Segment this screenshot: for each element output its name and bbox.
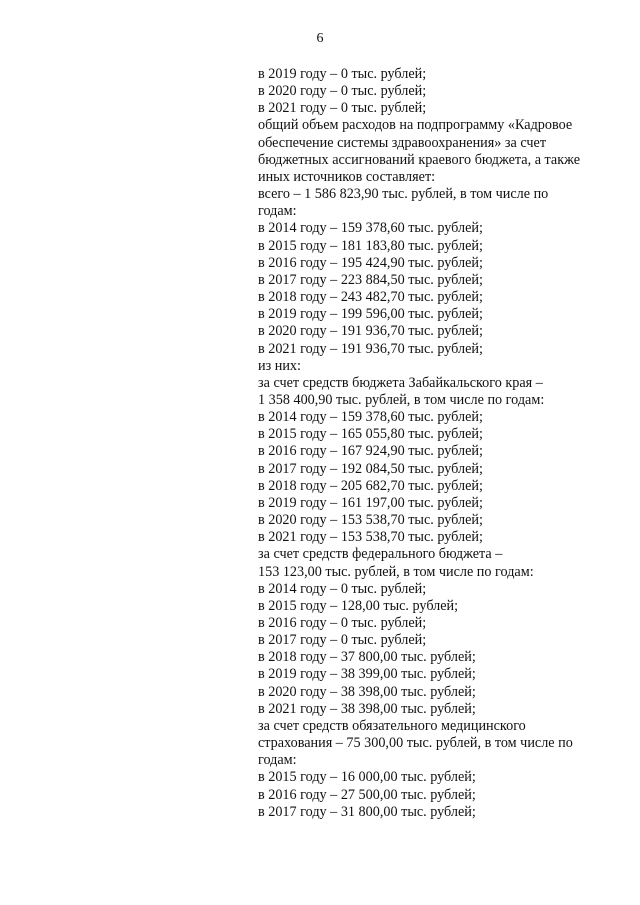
text-line: в 2020 году – 38 398,00 тыс. рублей; <box>258 683 476 700</box>
text-line: в 2016 году – 0 тыс. рублей; <box>258 615 427 631</box>
text-line: страхования – 75 300,00 тыс. рублей, в том числе по <box>258 735 573 752</box>
text-line: в 2019 году – 161 197,00 тыс. рублей; <box>258 494 483 511</box>
text-line: в 2017 году – 192 084,50 тыс. рублей; <box>258 460 483 477</box>
text-line: в 2017 году – 223 884,50 тыс. рублей; <box>258 271 483 288</box>
text-line: за счет средств обязательного медицинского <box>258 717 526 734</box>
text-line: в 2015 году – 181 183,80 тыс. рублей; <box>258 237 483 254</box>
text-line: 153 123,00 тыс. рублей, в том числе по годам: <box>258 563 534 580</box>
text-line: в 2019 году – 199 596,00 тыс. рублей; <box>258 306 483 323</box>
text-line: в 2014 году – 159 378,60 тыс. рублей; <box>258 409 483 426</box>
text-line: годам: <box>258 203 297 220</box>
text-line: в 2021 году – 153 538,70 тыс. рублей; <box>258 529 483 546</box>
text-line: 1 358 400,90 тыс. рублей, в том числе по годам: <box>258 391 545 408</box>
text-line: в 2021 году – 0 тыс. рублей; <box>258 100 427 117</box>
text-line: за счет средств федерального бюджета – <box>258 546 503 563</box>
text-line: в 2017 году – 0 тыс. рублей; <box>258 632 427 649</box>
text-line: в 2021 году – 191 936,70 тыс. рублей; <box>258 340 483 357</box>
text-line: общий объем расходов на подпрограмму «Кадровое <box>258 117 573 134</box>
text-line: в 2015 году – 16 000,00 тыс. рублей; <box>258 769 476 786</box>
text-line: в 2018 году – 37 800,00 тыс. рублей; <box>258 649 476 666</box>
text-line: в 2016 году – 27 500,00 тыс. рублей; <box>258 786 476 803</box>
text-line: в 2019 году – 0 тыс. рублей; <box>258 66 427 82</box>
text-line: в 2019 году – 38 399,00 тыс. рублей; <box>258 666 476 683</box>
text-line: в 2017 году – 31 800,00 тыс. рублей; <box>258 803 476 820</box>
text-line: в 2020 году – 0 тыс. рублей; <box>258 83 427 100</box>
text-line: в 2015 году – 165 055,80 тыс. рублей; <box>258 426 483 443</box>
text-line: всего – 1 586 823,90 тыс. рублей, в том числе по <box>258 186 549 203</box>
text-line: в 2014 году – 159 378,60 тыс. рублей; <box>258 220 483 237</box>
text-line: в 2018 году – 243 482,70 тыс. рублей; <box>258 289 483 306</box>
text-line: в 2016 году – 167 924,90 тыс. рублей; <box>258 443 483 460</box>
text-line: годам: <box>258 752 297 769</box>
text-line: бюджетных ассигнований краевого бюджета, а также <box>258 151 581 168</box>
page-number: 6 <box>316 31 324 46</box>
text-line: в 2018 году – 205 682,70 тыс. рублей; <box>258 477 483 494</box>
text-line: в 2016 году – 195 424,90 тыс. рублей; <box>258 254 483 271</box>
text-line: в 2020 году – 153 538,70 тыс. рублей; <box>258 512 483 529</box>
text-line: в 2021 году – 38 398,00 тыс. рублей; <box>258 700 476 717</box>
text-line: обеспечение системы здравоохранения» за счет <box>258 134 547 151</box>
text-line: иных источников составляет: <box>258 168 436 185</box>
text-line: в 2014 году – 0 тыс. рублей; <box>258 580 427 597</box>
text-line: в 2015 году – 128,00 тыс. рублей; <box>258 597 459 614</box>
text-line: в 2020 году – 191 936,70 тыс. рублей; <box>258 323 483 340</box>
text-line: за счет средств бюджета Забайкальского края – <box>258 374 543 391</box>
document-body <box>258 66 581 821</box>
text-line: из них: <box>258 357 301 374</box>
